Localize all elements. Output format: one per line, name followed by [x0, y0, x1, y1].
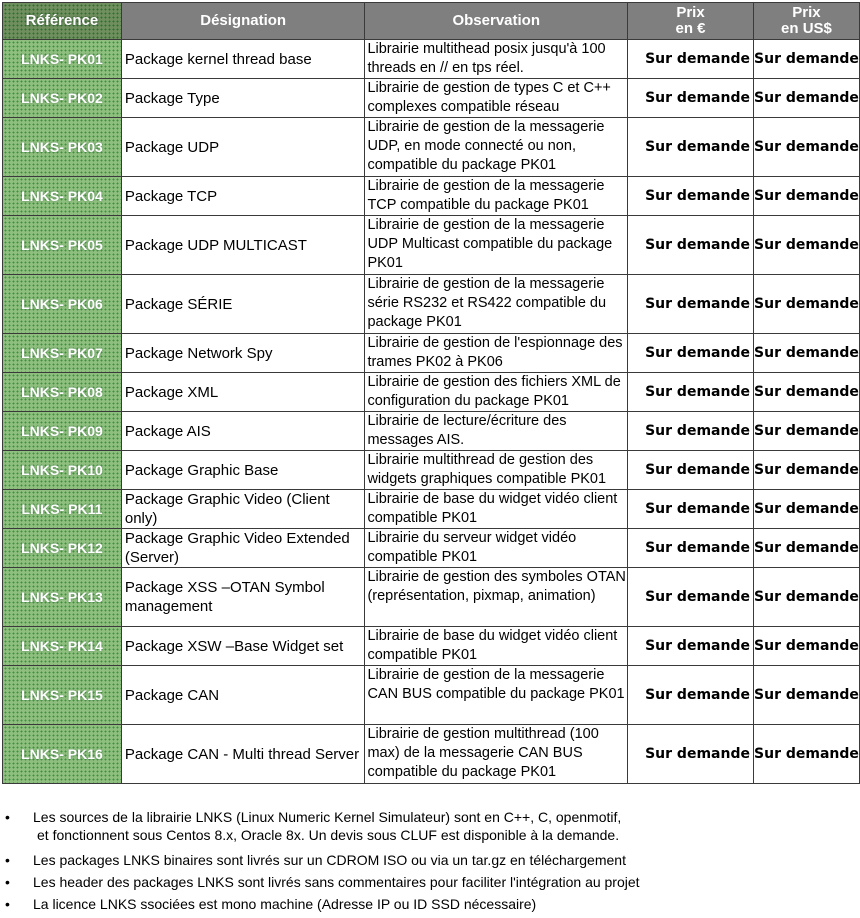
table-row — [3, 334, 860, 373]
ref-cell: LNKS- PK07 — [3, 334, 122, 373]
table-row — [3, 79, 860, 118]
ref-cell: LNKS- PK11 — [3, 490, 122, 529]
price-usd-cell: Sur demande — [753, 451, 859, 490]
designation-cell: Package UDP — [121, 118, 365, 177]
designation-cell: Package XML — [121, 373, 365, 412]
ref-cell: LNKS- PK13 — [3, 568, 122, 627]
ref-cell: LNKS- PK06 — [3, 275, 122, 334]
table-row — [3, 627, 860, 666]
price-eur-cell: Sur demande — [628, 725, 754, 784]
observation-cell: Librairie de base du widget vidéo client compatible PK01 — [365, 490, 628, 529]
ref-cell: LNKS- PK14 — [3, 627, 122, 666]
price-usd-cell: Sur demande — [753, 40, 859, 79]
designation-cell: Package Graphic Video Extended (Server) — [121, 529, 365, 568]
bullet-icon: • — [5, 809, 10, 825]
designation-cell: Package AIS — [121, 412, 365, 451]
note-text: Les sources de la librairie LNKS (Linux Numeric Kernel Simulateur) sont en C++, C, openmotif, — [33, 809, 622, 825]
designation-cell: Package TCP — [121, 177, 365, 216]
notes-list — [0, 808, 860, 915]
ref-cell: LNKS- PK15 — [3, 666, 122, 725]
price-usd-cell: Sur demande — [753, 118, 859, 177]
price-eur-cell: Sur demande — [628, 412, 754, 451]
table-row — [3, 568, 860, 627]
designation-cell: Package XSW –Base Widget set — [121, 627, 365, 666]
price-eur-cell: Sur demande — [628, 79, 754, 118]
note-text: La licence LNKS ssociées est mono machine (Adresse IP ou ID SSD nécessaire) — [33, 896, 537, 912]
ref-cell: LNKS- PK08 — [3, 373, 122, 412]
price-usd-cell: Sur demande — [753, 627, 859, 666]
observation-cell: Librairie de gestion de la messagerie série RS232 et RS422 compatible du package PK01 — [365, 275, 628, 334]
observation-cell: Librairie de gestion de la messagerie TCP compatible du package PK01 — [365, 177, 628, 216]
designation-cell: Package Graphic Video (Client only) — [121, 490, 365, 529]
price-eur-cell: Sur demande — [628, 490, 754, 529]
designation-cell: Package CAN - Multi thread Server — [121, 725, 365, 784]
designation-cell: Package SÉRIE — [121, 275, 365, 334]
table-row — [3, 529, 860, 568]
observation-cell: Librairie de gestion de types C et C++ complexes compatible réseau — [365, 79, 628, 118]
header-price-eur-line1: Prix — [676, 4, 705, 21]
ref-cell: LNKS- PK04 — [3, 177, 122, 216]
header-price-usd — [753, 3, 859, 40]
note-item — [0, 871, 860, 893]
price-usd-cell: Sur demande — [753, 373, 859, 412]
observation-cell: Librairie multithead posix jusqu'à 100 threads en // en tps réel. — [365, 40, 628, 79]
designation-cell: Package XSS –OTAN Symbol management — [121, 568, 365, 627]
designation-cell: Package kernel thread base — [121, 40, 365, 79]
ref-cell: LNKS- PK09 — [3, 412, 122, 451]
ref-cell: LNKS- PK12 — [3, 529, 122, 568]
table-row — [3, 490, 860, 529]
ref-cell: LNKS- PK16 — [3, 725, 122, 784]
note-item — [0, 893, 860, 915]
table-row — [3, 177, 860, 216]
table-row — [3, 216, 860, 275]
designation-cell: Package UDP MULTICAST — [121, 216, 365, 275]
price-eur-cell: Sur demande — [628, 118, 754, 177]
table-row — [3, 666, 860, 725]
header-price-usd-line2: en US$ — [781, 20, 832, 37]
price-usd-cell: Sur demande — [753, 334, 859, 373]
price-eur-cell: Sur demande — [628, 568, 754, 627]
observation-cell: Librairie de gestion de la messagerie CAN BUS compatible du package PK01 — [365, 666, 628, 725]
designation-cell: Package Network Spy — [121, 334, 365, 373]
table-row — [3, 118, 860, 177]
price-eur-cell: Sur demande — [628, 529, 754, 568]
designation-cell: Package Graphic Base — [121, 451, 365, 490]
observation-cell: Librairie multithread de gestion des widgets graphiques compatible PK01 — [365, 451, 628, 490]
price-usd-cell: Sur demande — [753, 216, 859, 275]
price-eur-cell: Sur demande — [628, 627, 754, 666]
header-observation: Observation — [365, 3, 628, 40]
observation-cell: Librairie de gestion de la messagerie UDP Multicast compatible du package PK01 — [365, 216, 628, 275]
price-eur-cell: Sur demande — [628, 177, 754, 216]
table-row — [3, 40, 860, 79]
bullet-icon: • — [5, 852, 10, 868]
price-eur-cell: Sur demande — [628, 334, 754, 373]
ref-cell: LNKS- PK01 — [3, 40, 122, 79]
header-reference: Référence — [3, 3, 122, 40]
observation-cell: Librairie de gestion multithread (100 max) de la messagerie CAN BUS compatible du package PK01 — [365, 725, 628, 784]
header-price-usd-line1: Prix — [792, 4, 821, 21]
note-item — [0, 808, 860, 844]
price-usd-cell: Sur demande — [753, 490, 859, 529]
price-table — [2, 2, 860, 784]
price-eur-cell: Sur demande — [628, 373, 754, 412]
ref-cell: LNKS- PK03 — [3, 118, 122, 177]
observation-cell: Librairie de gestion des symboles OTAN (représentation, pixmap, animation) — [365, 568, 628, 627]
price-usd-cell: Sur demande — [753, 725, 859, 784]
note-text: Les header des packages LNKS sont livrés sans commentaires pour faciliter l'intégration au projet — [33, 874, 640, 890]
header-price-eur — [628, 3, 754, 40]
bullet-icon: • — [5, 896, 10, 912]
price-eur-cell: Sur demande — [628, 666, 754, 725]
table-row — [3, 412, 860, 451]
table-row — [3, 275, 860, 334]
price-usd-cell: Sur demande — [753, 177, 859, 216]
ref-cell: LNKS- PK10 — [3, 451, 122, 490]
observation-cell: Librairie de gestion des fichiers XML de configuration du package PK01 — [365, 373, 628, 412]
observation-cell: Librairie du serveur widget vidéo compatible PK01 — [365, 529, 628, 568]
observation-cell: Librairie de base du widget vidéo client compatible PK01 — [365, 627, 628, 666]
designation-cell: Package Type — [121, 79, 365, 118]
header-price-eur-line2: en € — [675, 20, 706, 37]
table-row — [3, 725, 860, 784]
price-usd-cell: Sur demande — [753, 79, 859, 118]
header-designation: Désignation — [121, 3, 365, 40]
price-usd-cell: Sur demande — [753, 568, 859, 627]
ref-cell: LNKS- PK05 — [3, 216, 122, 275]
price-usd-cell: Sur demande — [753, 275, 859, 334]
price-usd-cell: Sur demande — [753, 529, 859, 568]
price-eur-cell: Sur demande — [628, 275, 754, 334]
observation-cell: Librairie de gestion de la messagerie UDP, en mode connecté ou non, compatible du package PK01 — [365, 118, 628, 177]
designation-cell: Package CAN — [121, 666, 365, 725]
observation-cell: Librairie de lecture/écriture des messages AIS. — [365, 412, 628, 451]
bullet-icon: • — [5, 874, 10, 890]
note-item — [0, 849, 860, 871]
price-eur-cell: Sur demande — [628, 40, 754, 79]
price-eur-cell: Sur demande — [628, 216, 754, 275]
price-usd-cell: Sur demande — [753, 412, 859, 451]
ref-cell: LNKS- PK02 — [3, 79, 122, 118]
note-text: Les packages LNKS binaires sont livrés sur un CDROM ISO ou via un tar.gz en téléchargement — [33, 852, 626, 868]
price-usd-cell: Sur demande — [753, 666, 859, 725]
note-text-continuation: et fonctionnent sous Centos 8.x, Oracle 8x. Un devis sous CLUF est disponible à la demande. — [37, 827, 620, 843]
table-header-row — [3, 3, 860, 40]
observation-cell: Librairie de gestion de l'espionnage des trames PK02 à PK06 — [365, 334, 628, 373]
table-row — [3, 451, 860, 490]
table-row — [3, 373, 860, 412]
price-eur-cell: Sur demande — [628, 451, 754, 490]
